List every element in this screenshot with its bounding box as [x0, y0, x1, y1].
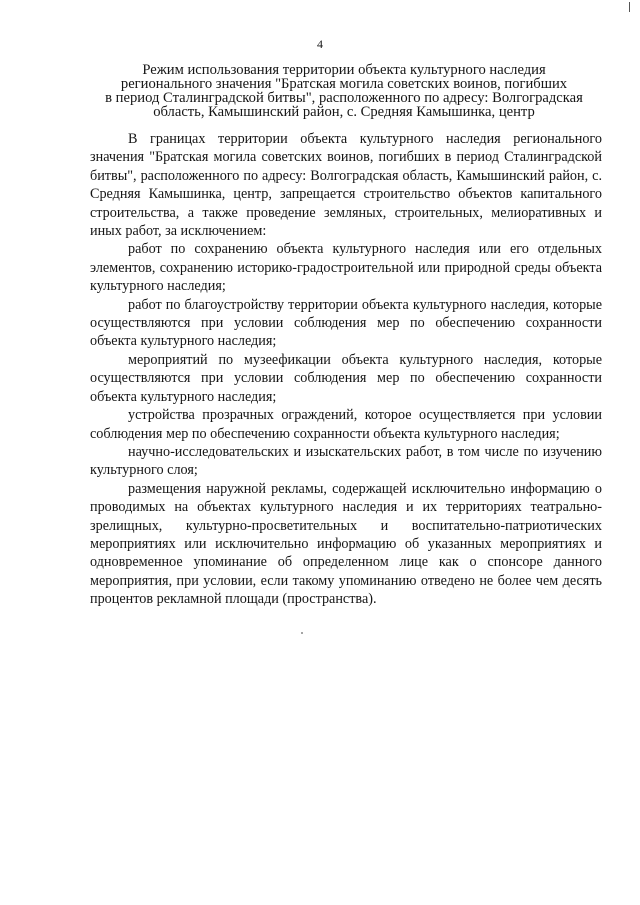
- intro-paragraph: В границах территории объекта культурного наследия регионального значения "Братская могила советских воинов, погибших в период Сталинградской битвы", расположенного по адресу: Волгоградская область, Камышинский район, с. Средняя Камышинка, центр, запрещается строительство объектов капитального строительства, а также проведение земляных, строительных, мелиоративных и иных работ, за исключением:: [90, 131, 602, 240]
- heading-line: область, Камышинский район, с. Средняя Камышинка, центр: [153, 104, 535, 120]
- exception-item: размещения наружной рекламы, содержащей исключительно информацию о проводимых на объектах культурного наследия и их территориях театрально-зрелищных, культурно-просветительных и воспитательно-патриотических мероприятиях или исключительно информацию об указанных мероприятиях и одновременное упоминание об определенном лице как о спонсоре данного мероприятия, при условии, если такому упоминанию отведено не более чем десять процентов рекламной площади (пространства).: [90, 480, 602, 608]
- exception-item: мероприятий по музеефикации объекта культурного наследия, которые осуществляются при условии соблюдения мер по обеспечению сохранности объекта культурного наследия;: [90, 351, 602, 405]
- page-number: 4: [317, 37, 323, 51]
- exception-item: работ по благоустройству территории объекта культурного наследия, которые осуществляются при условии соблюдения мер по обеспечению сохранности объекта культурного наследия;: [90, 296, 602, 350]
- exception-item: научно-исследовательских и изыскательских работ, в том числе по изучению культурного слоя;: [90, 443, 602, 479]
- scan-mark: [629, 2, 630, 12]
- exception-item: работ по сохранению объекта культурного наследия или его отдельных элементов, сохранению историко-градостроительной или природной среды объекта культурного наследия;: [90, 241, 602, 295]
- scan-dot: [301, 632, 303, 634]
- heading-line: в период Сталинградской битвы", расположенного по адресу: Волгоградская: [105, 90, 583, 106]
- heading-line: Режим использования территории объекта культурного наследия: [142, 62, 546, 78]
- document-body: [90, 130, 602, 609]
- document-heading: [88, 63, 600, 119]
- exception-item: устройства прозрачных ограждений, которое осуществляется при условии соблюдения мер по обеспечению сохранности объекта культурного наследия;: [90, 407, 602, 442]
- heading-line: регионального значения "Братская могила советских воинов, погибших: [120, 76, 568, 92]
